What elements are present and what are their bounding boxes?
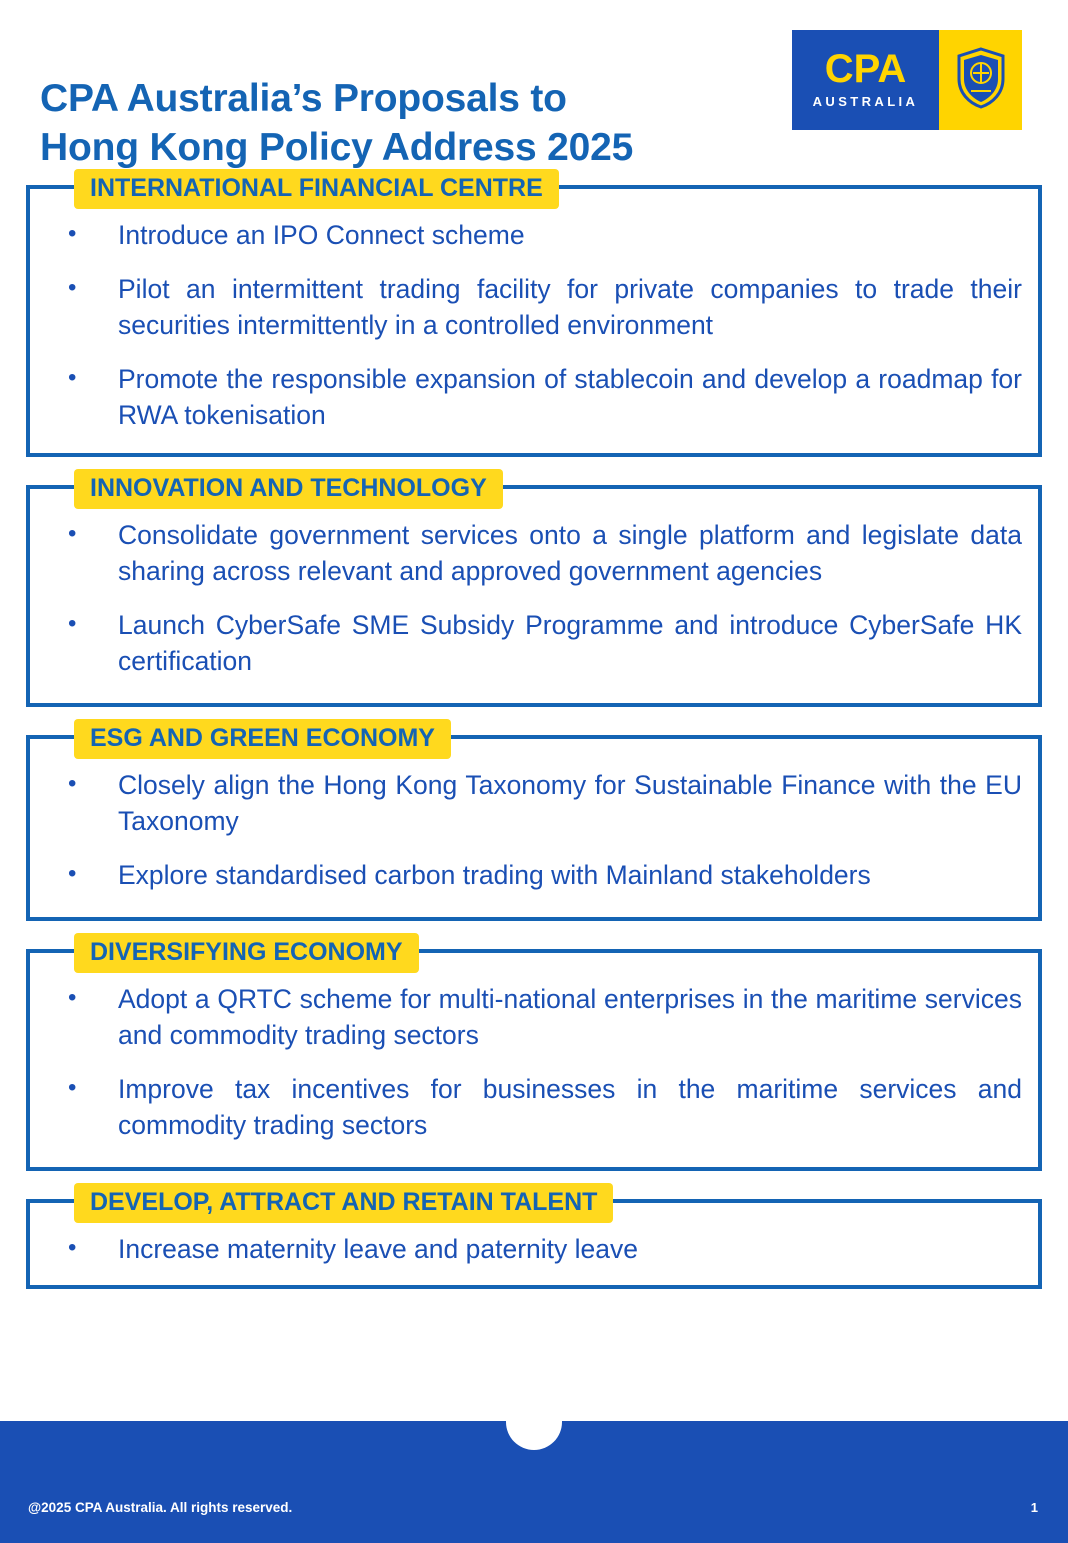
- list-item: • Closely align the Hong Kong Taxonomy for Sustainable Finance with the EU Taxonomy: [46, 767, 1022, 839]
- logo-crest-panel: [939, 30, 1022, 130]
- logo-country-text: AUSTRALIA: [812, 94, 919, 109]
- footer-notch-decoration: [506, 1420, 562, 1450]
- section-bullet-list: [46, 217, 1022, 433]
- list-item: • Pilot an intermittent trading facility for private companies to trade their securities intermittently in a controlled environment: [46, 271, 1022, 343]
- section-label: DIVERSIFYING ECONOMY: [74, 933, 419, 973]
- page-title-line-2: Hong Kong Policy Address 2025: [40, 126, 634, 169]
- list-item: • Increase maternity leave and paternity leave: [46, 1231, 1022, 1267]
- page-title-line-1: CPA Australia’s Proposals to: [40, 77, 567, 120]
- list-item: • Consolidate government services onto a single platform and legislate data sharing across relevant and approved government agencies: [46, 517, 1022, 589]
- logo-wordmark-panel: [792, 30, 939, 130]
- cpa-crest-icon: [955, 47, 1007, 114]
- section-label: INTERNATIONAL FINANCIAL CENTRE: [74, 169, 559, 209]
- list-item: • Introduce an IPO Connect scheme: [46, 217, 1022, 253]
- list-item: • Launch CyberSafe SME Subsidy Programme and introduce CyberSafe HK certification: [46, 607, 1022, 679]
- section-international-financial-centre: [26, 174, 1042, 457]
- list-item: • Adopt a QRTC scheme for multi-national enterprises in the maritime services and commodity trading sectors: [46, 981, 1022, 1053]
- cpa-australia-logo: [792, 30, 1022, 130]
- logo-brand-text: CPA: [824, 47, 907, 91]
- page-title: [40, 74, 780, 172]
- section-innovation-and-technology: [26, 474, 1042, 707]
- section-bullet-list: [46, 1231, 1022, 1267]
- section-esg-and-green-economy: [26, 724, 1042, 921]
- list-item: • Improve tax incentives for businesses in the maritime services and commodity trading sectors: [46, 1071, 1022, 1143]
- section-label: ESG AND GREEN ECONOMY: [74, 719, 451, 759]
- list-item: • Promote the responsible expansion of stablecoin and develop a roadmap for RWA tokenisation: [46, 361, 1022, 433]
- page-number: 1: [1030, 1500, 1038, 1515]
- page-header: [0, 0, 1068, 185]
- list-item: • Explore standardised carbon trading with Mainland stakeholders: [46, 857, 1022, 893]
- section-develop-attract-retain-talent: [26, 1188, 1042, 1289]
- section-bullet-list: [46, 767, 1022, 893]
- copyright-text: @2025 CPA Australia. All rights reserved.: [28, 1500, 293, 1515]
- section-label: DEVELOP, ATTRACT AND RETAIN TALENT: [74, 1183, 613, 1223]
- section-bullet-list: [46, 517, 1022, 679]
- proposal-sections: [0, 174, 1068, 1289]
- section-bullet-list: [46, 981, 1022, 1143]
- section-diversifying-economy: [26, 938, 1042, 1171]
- page-footer: [0, 1421, 1068, 1543]
- section-label: INNOVATION AND TECHNOLOGY: [74, 469, 503, 509]
